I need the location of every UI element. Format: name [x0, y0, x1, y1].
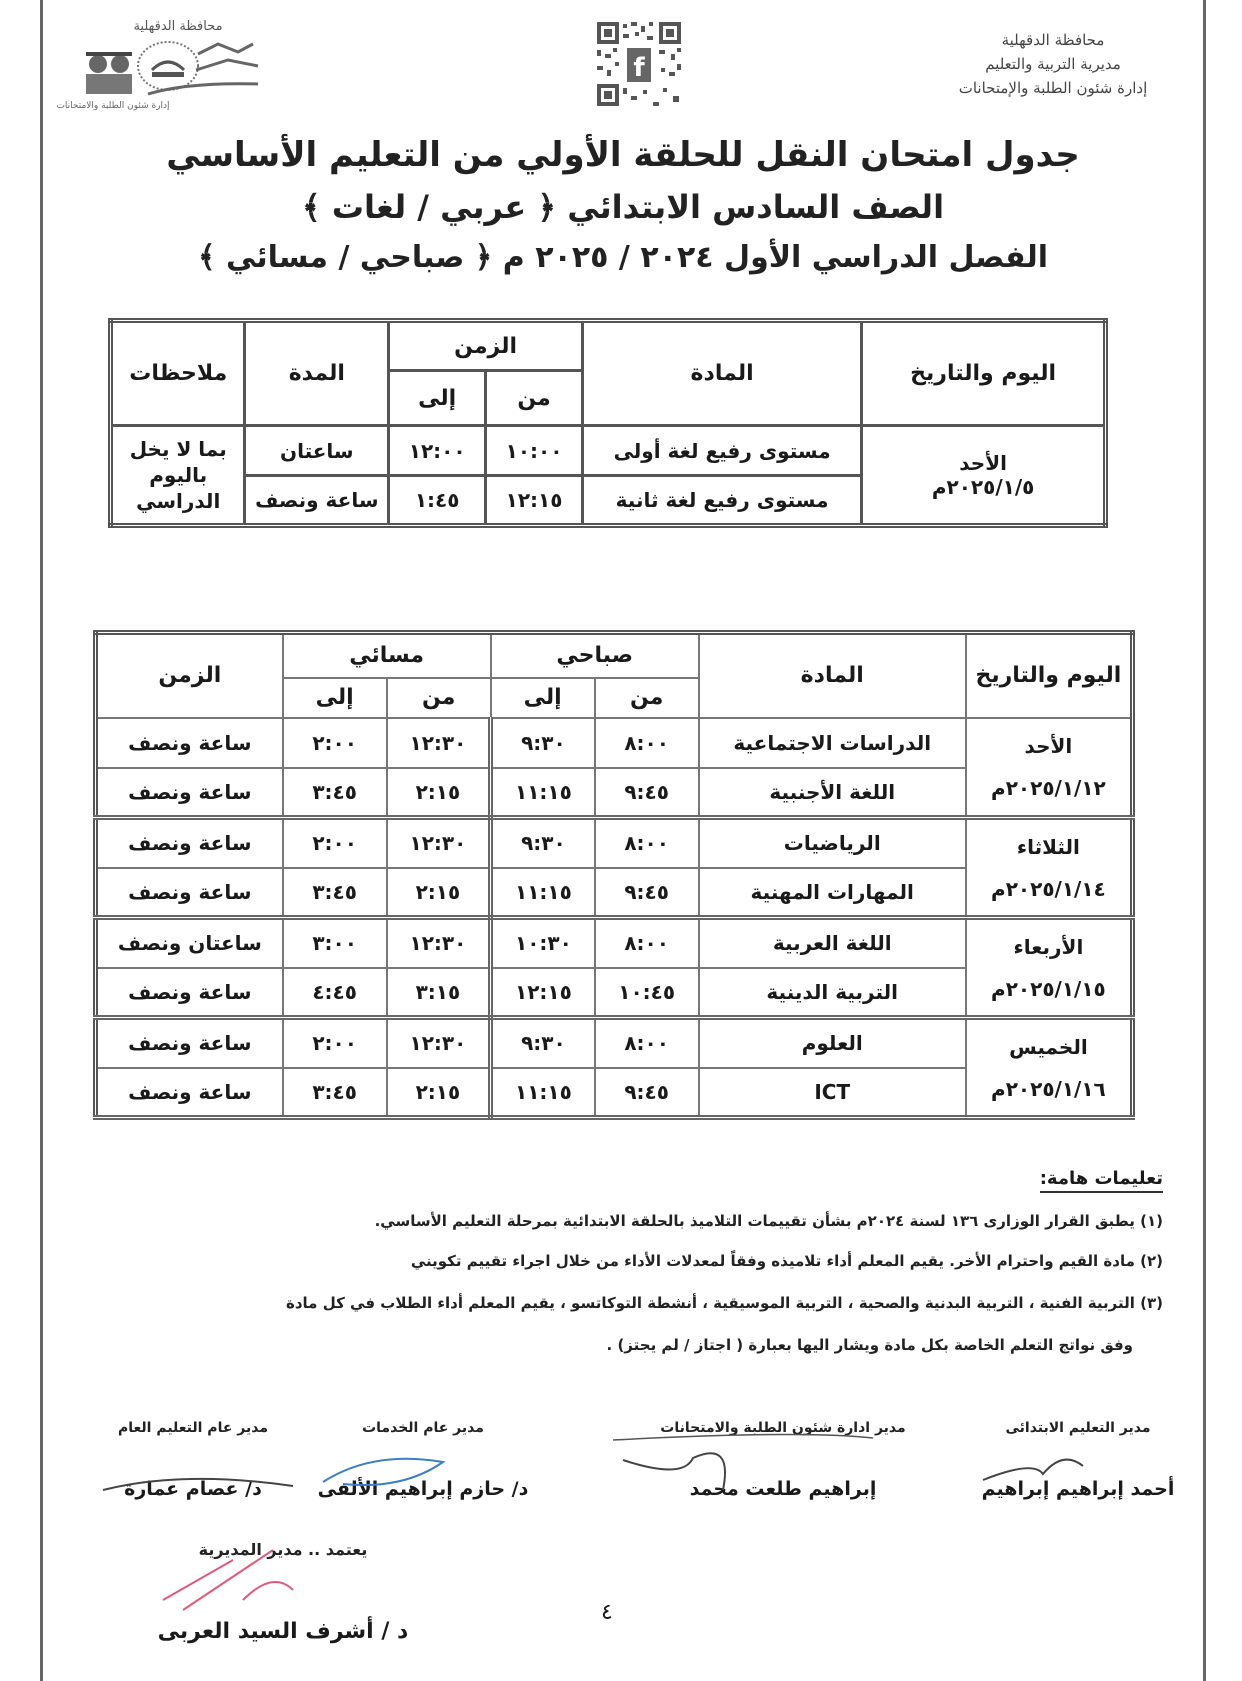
- header-morning-to: إلى: [491, 678, 595, 718]
- signature-name: د/ عصام عمارة: [124, 1478, 262, 1500]
- subject-cell: الرياضيات: [699, 818, 966, 868]
- morning-to-cell: ٩:٣٠: [491, 718, 595, 768]
- duration-cell: ساعة ونصف: [96, 1068, 283, 1118]
- day-date-cell: [862, 426, 1106, 526]
- exam-date: ٢٠٢٥/١/٥م: [931, 475, 1035, 499]
- morning-to-cell: ١١:١٥: [491, 868, 595, 918]
- day-name: الأربعاء: [1013, 934, 1084, 959]
- exam-date: ٢٠٢٥/١/١٤م: [991, 876, 1106, 901]
- subject-cell: مستوى رفيع لغة ثانية: [582, 476, 861, 526]
- subject-cell: مستوى رفيع لغة أولى: [582, 426, 861, 476]
- document-page: [40, 0, 1206, 1681]
- day-date-cell: [966, 1018, 1133, 1118]
- instruction-1: (١) يطبق القرار الوزارى ١٣٦ لسنة ٢٠٢٤م بشأن تقييمات التلاميذ بالحلقة الابتدائية بمرحلة التعليم الأساسي.: [374, 1212, 1163, 1230]
- duration-cell: ساعة ونصف: [96, 718, 283, 768]
- table-row: [96, 818, 1133, 868]
- instruction-2: (٢) مادة القيم واحترام الأخر. يقيم المعلم أداء تلاميذه وفقاً لمعدلات الأداء من خلال اجراء تقييم تكويني: [410, 1252, 1163, 1270]
- directorate-name: مديرية التربية والتعليم: [985, 55, 1121, 73]
- duration-cell: ساعتان: [245, 426, 389, 476]
- table-row: [96, 918, 1133, 968]
- directorate-logo: [56, 14, 268, 114]
- evening-to-cell: ٣:٠٠: [283, 918, 387, 968]
- table-row: [96, 718, 1133, 768]
- to-cell: ١٢:٠٠: [389, 426, 486, 476]
- signature-scribble: [613, 1434, 873, 1440]
- subject-cell: اللغة العربية: [699, 918, 966, 968]
- signature-scribble: [623, 1453, 725, 1490]
- header-subject: المادة: [699, 633, 966, 718]
- subject-cell: اللغة الأجنبية: [699, 768, 966, 818]
- duration-cell: ساعة ونصف: [96, 768, 283, 818]
- day-name: الأحد: [959, 451, 1007, 475]
- signature-role: مدير عام الخدمات: [362, 1420, 484, 1436]
- organization-header: [933, 28, 1173, 100]
- morning-from-cell: ٨:٠٠: [595, 718, 699, 768]
- header-duration: المدة: [245, 321, 389, 426]
- morning-from-cell: ١٠:٤٥: [595, 968, 699, 1018]
- morning-to-cell: ١٢:١٥: [491, 968, 595, 1018]
- header-subject: المادة: [582, 321, 861, 426]
- morning-from-cell: ٩:٤٥: [595, 768, 699, 818]
- signature-scribble: [103, 1479, 293, 1490]
- header-evening: مسائي: [283, 633, 491, 678]
- main-title: جدول امتحان النقل للحلقة الأولي من التعليم الأساسي: [166, 135, 1080, 175]
- logo-caption-bottom: إدارة شئون الطلبة والامتحانات: [56, 101, 170, 111]
- morning-from-cell: ٨:٠٠: [595, 918, 699, 968]
- header-time: الزمن: [96, 633, 283, 718]
- to-cell: ١:٤٥: [389, 476, 486, 526]
- evening-from-cell: ٣:١٥: [387, 968, 491, 1018]
- header-morning-from: من: [595, 678, 699, 718]
- day-name: الخميس: [1009, 1034, 1088, 1059]
- table-row: [111, 426, 1106, 476]
- evening-to-cell: ٢:٠٠: [283, 718, 387, 768]
- duration-cell: ساعة ونصف: [96, 868, 283, 918]
- morning-to-cell: ١١:١٥: [491, 768, 595, 818]
- signature-scribble-blue: [323, 1459, 443, 1485]
- approval-block: [153, 1540, 413, 1644]
- evening-from-cell: ١٢:٣٠: [387, 818, 491, 868]
- day-date-cell: [966, 718, 1133, 818]
- header-evening-from: من: [387, 678, 491, 718]
- from-cell: ١٢:١٥: [486, 476, 583, 526]
- semester-title: الفصل الدراسي الأول ٢٠٢٤ / ٢٠٢٥ م ﴿ صباحي / مسائي ﴾: [198, 240, 1048, 275]
- morning-from-cell: ٩:٤٥: [595, 868, 699, 918]
- exam-date: ٢٠٢٥/١/١٦م: [991, 1076, 1106, 1101]
- subject-cell: المهارات المهنية: [699, 868, 966, 918]
- department-name: إدارة شئون الطلبة والإمتحانات: [958, 79, 1148, 97]
- evening-to-cell: ٤:٤٥: [283, 968, 387, 1018]
- exam-date: ٢٠٢٥/١/١٥م: [991, 976, 1106, 1001]
- morning-to-cell: ٩:٣٠: [491, 818, 595, 868]
- signature-role: مدير عام التعليم العام: [118, 1420, 268, 1436]
- header-day-date: اليوم والتاريخ: [966, 633, 1133, 718]
- subject-cell: ICT: [699, 1068, 966, 1118]
- governorate-name: محافظة الدقهلية: [1001, 31, 1105, 49]
- instruction-3: (٣) التربية الفنية ، التربية البدنية والصحية ، التربية الموسيقية ، أنشطة التوكاتسو ، يقيم المعلم أداء الطلاب في كل مادة: [286, 1294, 1163, 1312]
- exam-schedule-table: [93, 630, 1135, 1120]
- evening-from-cell: ٢:١٥: [387, 768, 491, 818]
- header-day-date: اليوم والتاريخ: [862, 321, 1106, 426]
- subject-cell: التربية الدينية: [699, 968, 966, 1018]
- header-evening-to: إلى: [283, 678, 387, 718]
- evening-to-cell: ٣:٤٥: [283, 1068, 387, 1118]
- header-from: من: [486, 371, 583, 426]
- day-name: الأحد: [1024, 733, 1073, 758]
- subject-cell: الدراسات الاجتماعية: [699, 718, 966, 768]
- signature-scribble: [983, 1460, 1083, 1480]
- signature-role: مدير التعليم الابتدائى: [1005, 1420, 1151, 1436]
- signature-name: د/ حازم إبراهيم الألفى: [317, 1478, 529, 1500]
- signature-name: أحمد إبراهيم إبراهيم: [981, 1478, 1175, 1500]
- evening-to-cell: ٢:٠٠: [283, 818, 387, 868]
- evening-from-cell: ٢:١٥: [387, 1068, 491, 1118]
- table-row: [96, 1018, 1133, 1068]
- grade-title: الصف السادس الابتدائي ﴿ عربي / لغات ﴾: [301, 188, 945, 226]
- duration-cell: ساعة ونصف: [245, 476, 389, 526]
- qr-code-icon: [593, 18, 685, 110]
- evening-from-cell: ١٢:٣٠: [387, 718, 491, 768]
- header-time: الزمن: [389, 321, 583, 371]
- day-date-cell: [966, 818, 1133, 918]
- header-notes: ملاحظات: [111, 321, 245, 426]
- duration-cell: ساعتان ونصف: [96, 918, 283, 968]
- morning-from-cell: ٨:٠٠: [595, 818, 699, 868]
- morning-to-cell: ١٠:٣٠: [491, 918, 595, 968]
- evening-to-cell: ٣:٤٥: [283, 868, 387, 918]
- morning-to-cell: ٩:٣٠: [491, 1018, 595, 1068]
- signature-name: إبراهيم طلعت محمد: [689, 1478, 877, 1500]
- signature-role: مدير ادارة شئون الطلبة والامتحانات: [660, 1420, 906, 1436]
- day-date-cell: [966, 918, 1133, 1018]
- duration-cell: ساعة ونصف: [96, 1018, 283, 1068]
- morning-from-cell: ٨:٠٠: [595, 1018, 699, 1068]
- header-morning: صباحي: [491, 633, 699, 678]
- subject-cell: العلوم: [699, 1018, 966, 1068]
- instruction-3-continued: وفق نواتج التعلم الخاصة بكل مادة ويشار اليها بعبارة ( اجتاز / لم يجتز) .: [606, 1336, 1133, 1354]
- header-to: إلى: [389, 371, 486, 426]
- page-number: ٤: [601, 1600, 613, 1625]
- evening-from-cell: ٢:١٥: [387, 868, 491, 918]
- evening-to-cell: ٣:٤٥: [283, 768, 387, 818]
- evening-to-cell: ٢:٠٠: [283, 1018, 387, 1068]
- evening-from-cell: ١٢:٣٠: [387, 918, 491, 968]
- duration-cell: ساعة ونصف: [96, 968, 283, 1018]
- morning-to-cell: ١١:١٥: [491, 1068, 595, 1118]
- exam-date: ٢٠٢٥/١/١٢م: [991, 775, 1106, 800]
- high-level-language-exam-table: [108, 318, 1108, 528]
- notes-cell: بما لا يخل باليوم الدراسي: [111, 426, 245, 526]
- evening-from-cell: ١٢:٣٠: [387, 1018, 491, 1068]
- from-cell: ١٠:٠٠: [486, 426, 583, 476]
- logo-caption-top: محافظة الدقهلية: [133, 19, 223, 34]
- duration-cell: ساعة ونصف: [96, 818, 283, 868]
- instructions-title: تعليمات هامة:: [1040, 1168, 1163, 1193]
- schedule-body: [96, 718, 1133, 1118]
- approval-name: د / أشرف السيد العربى: [157, 1619, 409, 1644]
- day-name: الثلاثاء: [1016, 834, 1080, 859]
- morning-from-cell: ٩:٤٥: [595, 1068, 699, 1118]
- svg-text:f: f: [633, 53, 645, 83]
- approval-label: يعتمد .. مدير المديرية: [198, 1540, 368, 1559]
